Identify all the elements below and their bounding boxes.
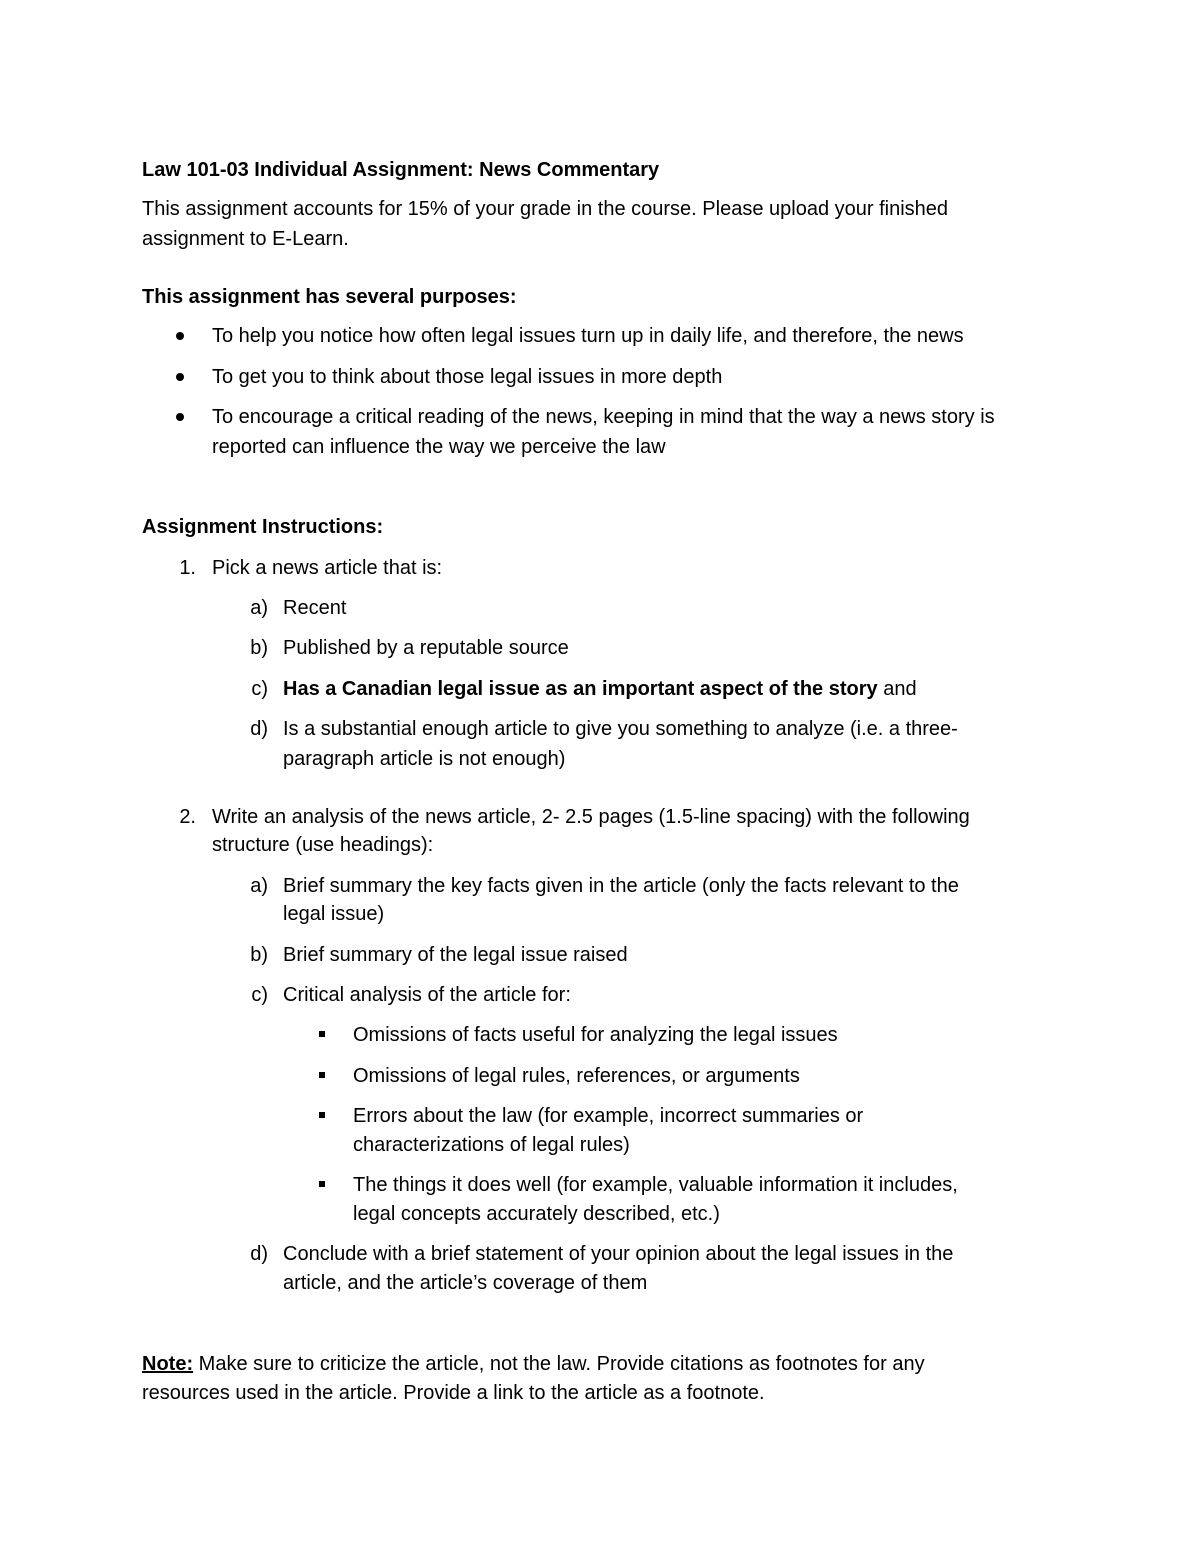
square-bullet-icon xyxy=(319,1031,325,1037)
step-2-marker-c: c) xyxy=(251,984,268,1006)
instructions-heading: Assignment Instructions: xyxy=(142,516,384,538)
purpose-bullet-3-line-2: reported can influence the way we perceive the law xyxy=(212,436,666,458)
step-2-item-d-line-1: Conclude with a brief statement of your opinion about the legal issues in the xyxy=(283,1243,954,1265)
purpose-bullet-2: To get you to think about those legal issues in more depth xyxy=(212,366,723,388)
step-1-text: Pick a news article that is: xyxy=(212,557,443,579)
step-2-item-c: Critical analysis of the article for: xyxy=(283,984,571,1006)
step-1-item-c xyxy=(283,675,917,703)
step-1-marker-b: b) xyxy=(250,637,268,659)
sub-bullet-4-line-1: The things it does well (for example, valuable information it includes, xyxy=(353,1174,958,1196)
step-2-item-a-line-1: Brief summary the key facts given in the article (only the facts relevant to the xyxy=(283,875,959,897)
purpose-bullet-1: To help you notice how often legal issues turn up in daily life, and therefore, the news xyxy=(212,325,964,347)
document-title: Law 101-03 Individual Assignment: News Commentary xyxy=(142,159,660,181)
step-1-marker-c: c) xyxy=(251,678,268,700)
sub-bullet-2: Omissions of legal rules, references, or arguments xyxy=(353,1065,800,1087)
intro-line-2: assignment to E-Learn. xyxy=(142,228,349,250)
purpose-bullet-3-line-1: To encourage a critical reading of the news, keeping in mind that the way a news story is xyxy=(212,406,995,428)
note-label: Note: xyxy=(142,1353,194,1375)
sub-bullet-3-line-2: characterizations of legal rules) xyxy=(353,1134,630,1156)
step-1-item-d-line-1: Is a substantial enough article to give you something to analyze (i.e. a three- xyxy=(283,718,958,740)
step-2-item-d-line-2: article, and the article’s coverage of them xyxy=(283,1272,648,1294)
bullet-icon xyxy=(176,332,184,340)
step-1-item-b: Published by a reputable source xyxy=(283,637,569,659)
step-2-item-a-line-2: legal issue) xyxy=(283,903,385,925)
step-2-line-1: Write an analysis of the news article, 2- 2.5 pages (1.5-line spacing) with the following xyxy=(212,806,970,828)
sub-bullet-1: Omissions of facts useful for analyzing the legal issues xyxy=(353,1024,838,1046)
sub-bullet-4-line-2: legal concepts accurately described, etc.) xyxy=(353,1203,720,1225)
bullet-icon xyxy=(176,413,184,421)
step-2-marker-a: a) xyxy=(250,875,268,897)
bullet-icon xyxy=(176,373,184,381)
note-line-1 xyxy=(142,1350,925,1378)
step-1-marker-d: d) xyxy=(250,718,268,740)
step-1-item-d-line-2: paragraph article is not enough) xyxy=(283,748,566,770)
step-2-number: 2. xyxy=(179,806,196,828)
step-1-number: 1. xyxy=(179,557,196,579)
sub-bullet-3-line-1: Errors about the law (for example, incorrect summaries or xyxy=(353,1105,864,1127)
intro-line-1: This assignment accounts for 15% of your grade in the course. Please upload your finished xyxy=(142,198,949,220)
note-line-2: resources used in the article. Provide a link to the article as a footnote. xyxy=(142,1382,765,1404)
step-1-item-c-rest: and xyxy=(877,678,917,700)
square-bullet-icon xyxy=(319,1181,325,1187)
square-bullet-icon xyxy=(319,1072,325,1078)
step-1-item-a: Recent xyxy=(283,597,347,619)
square-bullet-icon xyxy=(319,1112,325,1118)
step-1-marker-a: a) xyxy=(250,597,268,619)
step-1-item-c-bold: Has a Canadian legal issue as an important aspect of the story xyxy=(283,678,878,700)
note-text-1: Make sure to criticize the article, not the law. Provide citations as footnotes for any xyxy=(193,1353,925,1375)
step-2-marker-b: b) xyxy=(250,944,268,966)
purposes-heading: This assignment has several purposes: xyxy=(142,286,517,308)
step-2-item-b: Brief summary of the legal issue raised xyxy=(283,944,628,966)
step-2-marker-d: d) xyxy=(250,1243,268,1265)
step-2-line-2: structure (use headings): xyxy=(212,834,434,856)
